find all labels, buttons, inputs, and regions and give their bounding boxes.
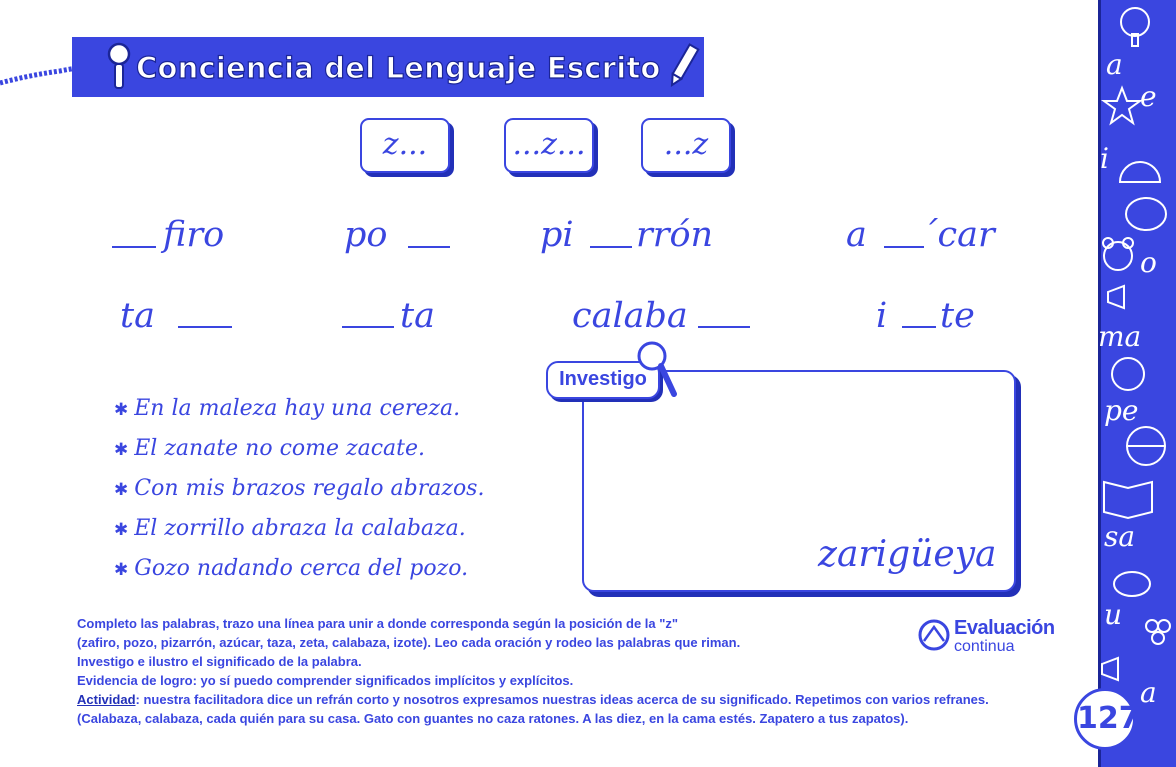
word-fragment: te xyxy=(940,296,975,336)
word-fragment: po xyxy=(344,215,388,255)
star-icon: ✱ xyxy=(114,400,129,420)
sentence-item[interactable]: ✱ En la maleza hay una cereza. xyxy=(114,396,461,421)
star-icon: ✱ xyxy=(114,480,129,500)
activity-label: Actividad xyxy=(77,692,136,707)
word-blank[interactable] xyxy=(590,246,632,248)
word-fragment: calaba xyxy=(572,296,688,336)
star-icon xyxy=(1102,86,1142,126)
strip-letter: u xyxy=(1104,598,1123,631)
strip-letter: pe xyxy=(1104,394,1139,427)
page-title: Conciencia del Lenguaje Escrito xyxy=(136,51,661,85)
bear-icon xyxy=(1100,236,1136,272)
brand-logo-icon xyxy=(918,619,950,651)
pencil-icon xyxy=(668,42,698,90)
word-blank[interactable] xyxy=(342,326,394,328)
brand-subtitle: continua xyxy=(954,638,1015,655)
evaluation-brand xyxy=(918,617,1058,657)
instruction-line: Completo las palabras, trazo una línea para unir a donde corresponda según la posición de la "z" xyxy=(77,616,679,631)
word-blank[interactable] xyxy=(902,326,936,328)
strip-letter: a xyxy=(1106,48,1123,81)
star-icon: ✱ xyxy=(114,560,129,580)
sentence-item[interactable]: ✱ Gozo nadando cerca del pozo. xyxy=(114,556,469,581)
star-icon: ✱ xyxy=(114,440,129,460)
word-blank[interactable] xyxy=(884,246,924,248)
star-icon: ✱ xyxy=(114,520,129,540)
position-box-start[interactable]: z... xyxy=(360,118,450,173)
tree-icon xyxy=(1110,6,1160,46)
frog-icon xyxy=(1110,562,1154,598)
megaphone-icon xyxy=(1098,654,1138,684)
ball-icon xyxy=(1124,424,1168,468)
strip-letter: a xyxy=(1140,676,1157,709)
instruction-line: Investigo e ilustro el significado de la palabra. xyxy=(77,654,362,669)
word-fragment: i xyxy=(876,296,888,336)
strip-letter: sa xyxy=(1104,520,1136,553)
instruction-line: Evidencia de logro: yo sí puedo comprender significados implícitos y explícitos. xyxy=(77,673,574,688)
word-fragment: ta xyxy=(120,296,155,336)
word-fragment: rrón xyxy=(636,215,714,255)
word-blank[interactable] xyxy=(698,326,750,328)
speech-bubble-icon xyxy=(1124,196,1168,236)
grapes-icon xyxy=(1140,608,1174,664)
book-icon xyxy=(1100,474,1156,518)
word-fragment: pi xyxy=(540,215,574,255)
instruction-line: (Calabaza, calabaza, cada quién para su casa. Gato con guantes no caza ratones. A las diez, en la cama estés. Zapatero a tus zapatos). xyxy=(77,711,909,726)
word-blank[interactable] xyxy=(178,326,232,328)
sentence-item[interactable]: ✱ Con mis brazos regalo abrazos. xyxy=(114,476,485,501)
apple-icon xyxy=(1108,352,1148,392)
activity-text: : nuestra facilitadora dice un refrán corto y nosotros expresamos nuestras ideas acerca de su significado. Repetimos con varios refranes. xyxy=(135,692,989,707)
sentence-item[interactable]: ✱ El zanate no come zacate. xyxy=(114,436,426,461)
word-fragment: a xyxy=(846,215,867,255)
strip-letter: o xyxy=(1140,246,1157,279)
instruction-line: (zafiro, pozo, pizarrón, azúcar, taza, zeta, calabaza, izote). Leo cada oración y rodeo las palabras que riman. xyxy=(77,635,741,650)
investigo-label: Investigo xyxy=(546,361,660,399)
page-number: 127 xyxy=(1074,688,1136,750)
position-box-middle[interactable]: ...z... xyxy=(504,118,594,173)
magnifier-icon xyxy=(105,42,135,92)
strip-letter: ma xyxy=(1098,320,1142,353)
strip-letter: i xyxy=(1100,142,1109,175)
position-box-end[interactable]: ...z xyxy=(641,118,731,173)
word-blank[interactable] xyxy=(112,246,156,248)
igloo-icon xyxy=(1118,150,1162,184)
word-fragment: firo xyxy=(163,215,225,255)
word-fragment: ´car xyxy=(920,215,995,255)
strip-letter: e xyxy=(1140,80,1157,113)
megaphone-icon xyxy=(1104,282,1144,312)
magnifier-icon xyxy=(634,340,678,400)
word-blank[interactable] xyxy=(408,246,450,248)
word-fragment: ta xyxy=(400,296,435,336)
investigo-word: zarigüeya xyxy=(818,534,997,575)
sentence-item[interactable]: ✱ El zorrillo abraza la calabaza. xyxy=(114,516,466,541)
brand-title: Evaluación xyxy=(954,617,1055,639)
activity-line xyxy=(77,692,989,707)
